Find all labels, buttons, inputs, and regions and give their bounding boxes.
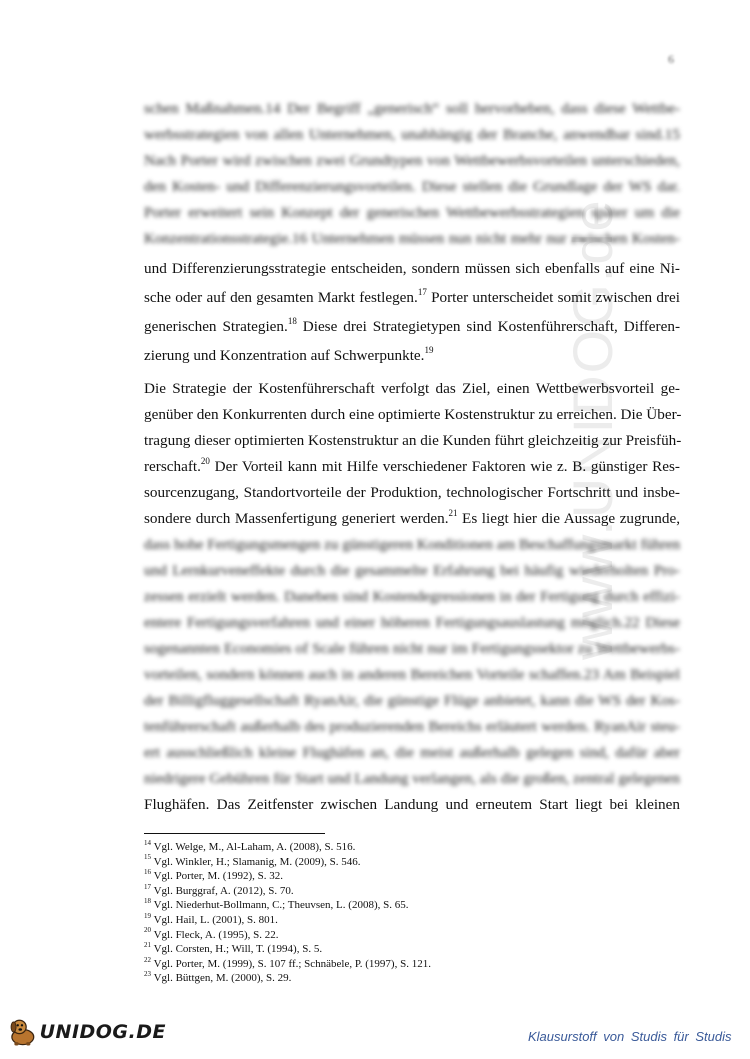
footnote-number: 15 bbox=[144, 853, 151, 862]
footnote-number: 16 bbox=[144, 868, 151, 877]
blurred-line: den Kosten- und Differenzierungsvorteilen. Diese stellen die Grundlage der WS dar. bbox=[144, 178, 680, 195]
footnote-ref: 17 bbox=[417, 286, 427, 297]
footnote-number: 17 bbox=[144, 882, 151, 891]
blurred-line: dass hohe Fertigungsmengen zu günstigeren Konditionen am Beschaffungsmarkt führen bbox=[144, 536, 681, 553]
paragraph-line bbox=[144, 314, 680, 340]
paragraph-line: tragung dieser optimierten Kostenstruktur an die Kunden führt gleichzeitig zur Preisfüh- bbox=[144, 432, 682, 449]
blurred-line: tenführerschaft außerhalb des produzierenden Bereichs erläutert werden. RyanAir steu- bbox=[144, 718, 680, 735]
paragraph-line: Flughäfen. Das Zeitfenster zwischen Landung und erneutem Start liegt bei kleinen bbox=[144, 796, 680, 813]
blurred-line: der Billigfluggesellschaft RyanAir, die günstige Flüge anbietet, kann die WS der Kos- bbox=[144, 692, 680, 709]
footnote-text: Vgl. Fleck, A. (1995), S. 22. bbox=[153, 928, 279, 941]
unidog-logo bbox=[6, 1014, 166, 1050]
paragraph-line: sourcenzugang, Standortvorteile der Produktion, technologischer Fortschritt und insbe- bbox=[144, 484, 680, 501]
line-text: rerschaft. bbox=[144, 458, 201, 475]
page-number: 6 bbox=[668, 52, 674, 66]
paragraph-line bbox=[144, 506, 680, 532]
dog-mascot-icon bbox=[6, 1014, 40, 1050]
paragraph-line bbox=[144, 454, 680, 480]
footnote-ref: 18 bbox=[287, 315, 297, 326]
footnote-text: Vgl. Niederhut-Bollmann, C.; Theuvsen, L. (2008), S. 65. bbox=[153, 899, 409, 912]
tagline: Klausurstoff von Studis für Studis bbox=[528, 1029, 732, 1044]
blurred-line: vorteilen, sondern können auch in anderen Bereichen Vorteile schaffen.23 Am Beispiel bbox=[144, 666, 680, 683]
footnote-text: Vgl. Büttgen, M. (2000), S. 29. bbox=[153, 972, 292, 985]
footnote bbox=[144, 898, 431, 913]
footnote-number: 23 bbox=[144, 970, 151, 979]
footnote-text: Vgl. Porter, M. (1992), S. 32. bbox=[153, 870, 283, 883]
footnote bbox=[144, 913, 431, 928]
line-text: Es liegt hier die Aussage zugrunde, bbox=[457, 510, 680, 527]
footnote-number: 14 bbox=[144, 838, 151, 847]
blurred-line: sogenannten Economies of Scale führen nicht nur im Fertigungssektor zu Wettbewerbs- bbox=[144, 640, 680, 657]
footnote-number: 22 bbox=[144, 955, 151, 964]
paragraph-line: und Differenzierungsstrategie entscheiden, sondern müssen sich ebenfalls auf eine Ni- bbox=[144, 260, 680, 277]
footnote-number: 20 bbox=[144, 926, 151, 935]
line-text: Der Vorteil kann mit Hilfe verschiedener Faktoren wie z. B. günstiger Res- bbox=[209, 458, 680, 475]
footnote-number: 18 bbox=[144, 897, 151, 906]
footnote-text: Vgl. Hail, L. (2001), S. 801. bbox=[153, 913, 278, 926]
footnotes bbox=[144, 840, 431, 986]
footnote-number: 19 bbox=[144, 911, 151, 920]
footnote-ref: 21 bbox=[448, 507, 458, 518]
paragraph-line bbox=[144, 343, 433, 369]
line-text: Diese drei Strategietypen sind Kostenführerschaft, Differen- bbox=[296, 318, 680, 335]
footnote bbox=[144, 942, 431, 957]
line-text: zierung und Konzentration auf Schwerpunkte. bbox=[144, 347, 425, 364]
paragraph-line bbox=[144, 285, 680, 311]
footnote bbox=[144, 840, 431, 855]
footnote-ref: 20 bbox=[200, 455, 210, 466]
line-text: sche oder auf den gesamten Markt festlegen. bbox=[144, 289, 418, 306]
footnote-text: Vgl. Corsten, H.; Will, T. (1994), S. 5. bbox=[153, 943, 323, 956]
footnote-text: Vgl. Winkler, H.; Slamanig, M. (2009), S. 546. bbox=[153, 855, 361, 868]
footnote bbox=[144, 855, 431, 870]
footnote bbox=[144, 884, 431, 899]
blurred-line: werbsstrategien von allen Unternehmen, unabhängig der Branche, anwendbar sind.15 bbox=[144, 126, 680, 143]
logo-text: UNIDOG.DE bbox=[39, 1021, 166, 1043]
footnote-text: Vgl. Welge, M., Al-Laham, A. (2008), S. 516. bbox=[153, 841, 356, 853]
footnote bbox=[144, 928, 431, 943]
blurred-line: und Lernkurveneffekte durch die gesammelte Erfahrung bei häufig wiederholten Pro- bbox=[144, 562, 680, 579]
footnote-text: Vgl. Porter, M. (1999), S. 107 ff.; Schnäbele, P. (1997), S. 121. bbox=[153, 957, 431, 970]
blurred-line: zessen erzielt werden. Daneben sind Kostendegressionen in der Fertigung durch effizi- bbox=[144, 588, 680, 605]
footnote-ref: 19 bbox=[424, 344, 434, 355]
footnote-text: Vgl. Burggraf, A. (2012), S. 70. bbox=[153, 884, 294, 897]
line-text: sondere durch Massenfertigung generiert werden. bbox=[144, 510, 449, 527]
footnote bbox=[144, 869, 431, 884]
blurred-line: niedrigere Gebühren für Start und Landung verlangen, als die großen, zentral gelegenen bbox=[144, 770, 680, 787]
blurred-line: ert ausschließlich kleine Flughäfen an, die meist außerhalb gelegen sind, dafür aber bbox=[144, 744, 680, 761]
blurred-line: schen Maßnahmen.14 Der Begriff „generisch“ soll hervorheben, dass diese Wettbe- bbox=[144, 100, 680, 117]
line-text: generischen Strategien. bbox=[144, 318, 288, 335]
blurred-line: Porter erweitert sein Konzept der generischen Wettbewerbsstrategien später um die bbox=[144, 204, 680, 221]
blurred-line: entere Fertigungsverfahren und einer höheren Fertigungsauslastung möglich.22 Diese bbox=[144, 614, 680, 631]
blurred-line: Konzentrationsstrategie.16 Unternehmen müssen nun nicht mehr nur zwischen Kosten- bbox=[144, 230, 680, 247]
footnote bbox=[144, 957, 431, 972]
paragraph-line: genüber den Konkurrenten durch eine optimierte Kostenstruktur zu erreichen. Die Über- bbox=[144, 406, 682, 423]
footnote-divider bbox=[144, 833, 325, 834]
footnote-number: 21 bbox=[144, 941, 151, 949]
paragraph-line: Die Strategie der Kostenführerschaft verfolgt das Ziel, einen Wettbewerbsvorteil ge- bbox=[144, 380, 680, 397]
blurred-line: Nach Porter wird zwischen zwei Grundtypen von Wettbewerbsvorteilen unterschieden, bbox=[144, 152, 680, 169]
line-text: Porter unterscheidet somit zwischen drei bbox=[426, 289, 680, 306]
footnote bbox=[144, 971, 431, 986]
watermark: www.UNIDOG.de bbox=[561, 198, 624, 660]
